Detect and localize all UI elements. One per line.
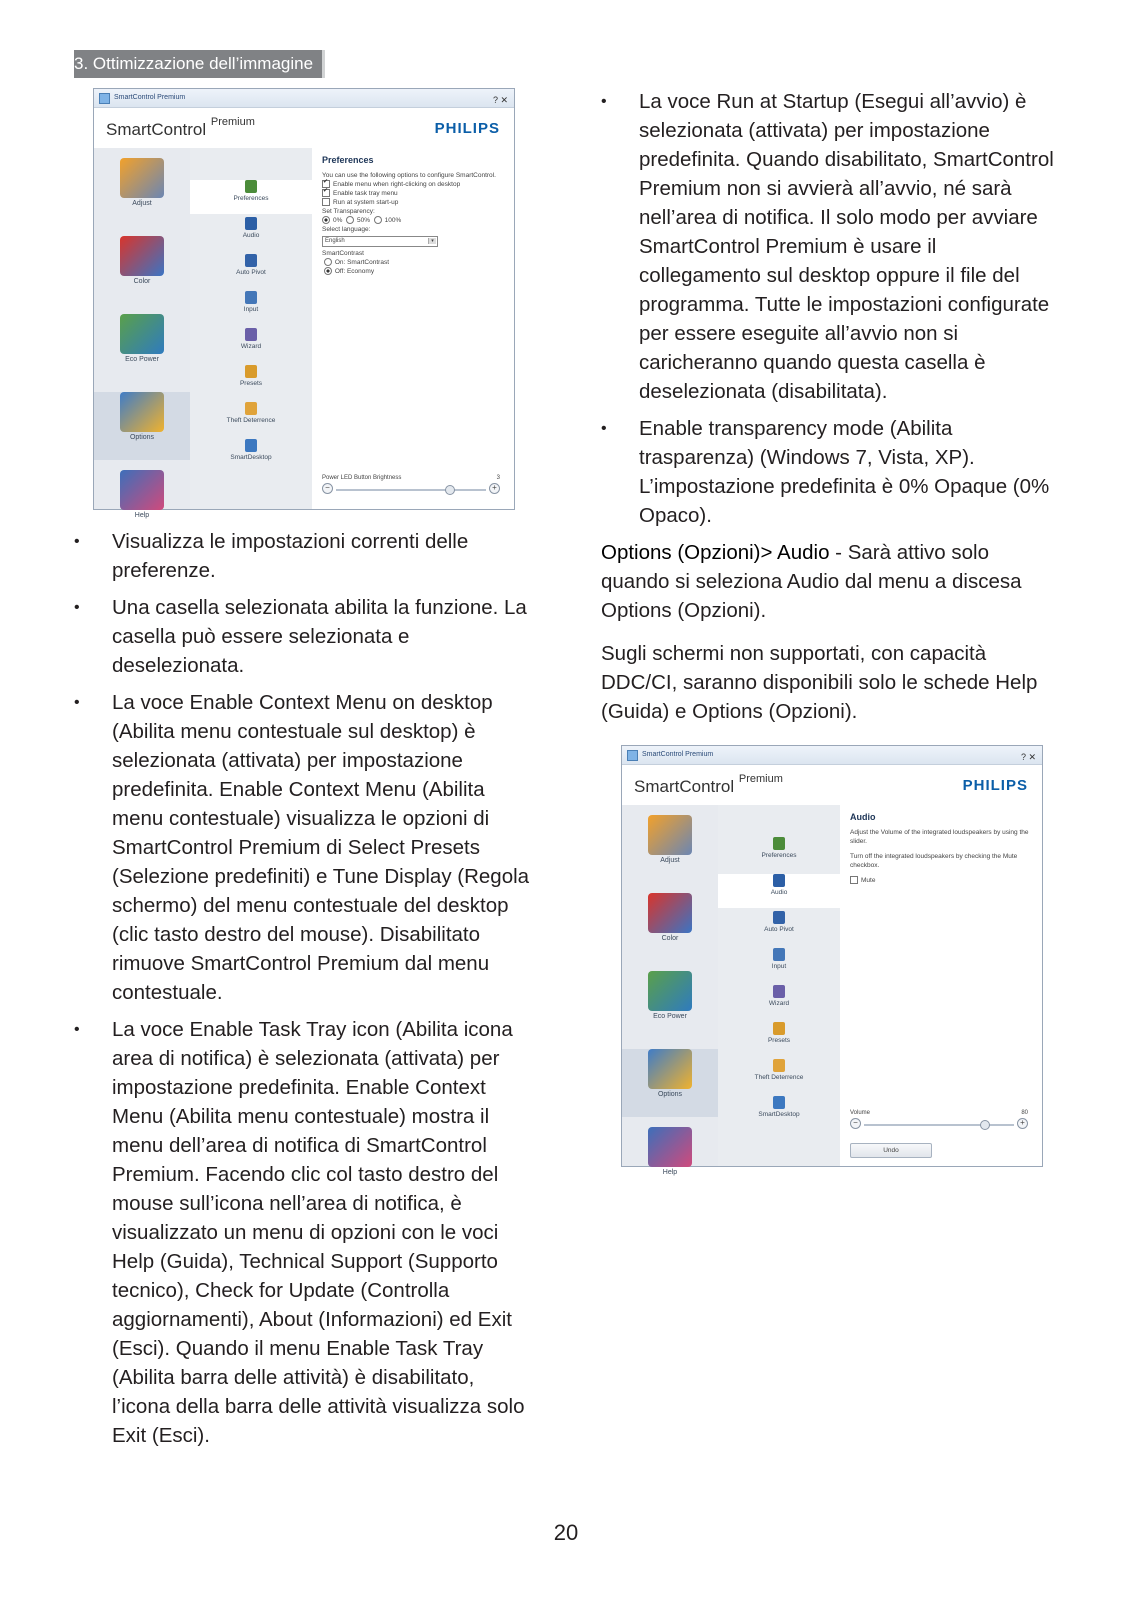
radio-label: 100% [384, 217, 402, 224]
nav-eco-power[interactable] [622, 971, 718, 1039]
left-bullet-list [74, 527, 534, 1450]
wizard-icon [773, 985, 785, 998]
nav-label: Adjust [660, 857, 680, 864]
smartcontrast-label: SmartContrast [322, 250, 364, 257]
radio-label: 50% [357, 217, 371, 224]
audio-icon [773, 874, 785, 887]
nav-label: Help [662, 1169, 678, 1176]
brand-main: SmartControl [634, 777, 735, 796]
screenshot-audio [621, 745, 1043, 1176]
subnav-label: Preferences [761, 852, 797, 859]
nav-options[interactable] [622, 1049, 718, 1117]
subnav-auto-pivot[interactable] [718, 911, 840, 945]
subnav-label: Presets [239, 380, 263, 387]
window-controls[interactable]: ? ✕ [1020, 752, 1036, 762]
subnav-smartdesktop[interactable] [718, 1096, 840, 1130]
right-column [601, 87, 1061, 740]
subnav-label: Presets [767, 1037, 791, 1044]
smartcontrast-on[interactable] [322, 258, 504, 267]
bullet-item: • Una casella selezionata abilita la funzione. La casella può essere selezionata e deselezionata. [74, 593, 534, 680]
option-label: Mute [861, 877, 876, 884]
subnav-label: Wizard [768, 1000, 790, 1007]
bullet-item: • La voce Enable Task Tray icon (Abilita icona area di notifica) è selezionata (attivata) per impostazione predefinita. Enable Context Menu (Abilita menu contestuale) mostra il menu dell’area di notifica di SmartControl Premium. Facendo clic col tasto destro del mouse sull’icona nell’area di notifica, è visualizzato un menu di opzioni con le voci Help (Guida), Technical Support (Supporto tecnico), Check for Update (Controlla aggiornamenti), About (Informazioni) ed Exit (Esci). Quando il menu Enable Task Tray (Abilita barra delle attività) è disabilitato, l’icona della barra delle attività visualizza solo Exit (Esci). [74, 1015, 534, 1450]
radio-on[interactable] [324, 258, 332, 266]
page-number: 20 [553, 1520, 579, 1545]
subnav-label: Auto Pivot [764, 926, 794, 933]
smartdesktop-icon [773, 1096, 785, 1109]
adjust-icon [120, 158, 164, 198]
audio-help-2: Turn off the integrated loudspeakers by checking the Mute checkbox. [850, 853, 1018, 869]
nav-eco-power[interactable] [94, 314, 190, 382]
brand-bar [94, 108, 514, 149]
slider-label: Power LED Button Brightness [322, 475, 402, 481]
subnav-wizard[interactable] [190, 328, 312, 362]
philips-logo: PHILIPS [962, 777, 1028, 794]
nav-label: Color [661, 935, 679, 942]
subnav-audio[interactable] [718, 874, 840, 908]
options-subnav [190, 148, 313, 509]
preferences-icon [773, 837, 785, 850]
input-icon [773, 948, 785, 961]
audio-heading: Options (Opzioni)> Audio [601, 541, 830, 564]
adjust-icon [648, 815, 692, 855]
mute-option[interactable] [850, 876, 1032, 885]
option-context-menu[interactable] [322, 180, 504, 189]
options-gear-icon [648, 1049, 692, 1089]
brand-sup: Premium [210, 116, 255, 128]
nav-label: Adjust [132, 200, 152, 207]
option-task-tray[interactable] [322, 189, 504, 198]
option-label: Run at system start-up [333, 199, 399, 206]
window-controls[interactable]: ? ✕ [492, 95, 508, 105]
nav-color[interactable] [94, 236, 190, 304]
lock-icon [245, 402, 257, 415]
subnav-preferences[interactable] [190, 180, 312, 214]
window-titlebar [622, 746, 1042, 765]
slider-label: Volume [850, 1110, 871, 1116]
bullet-item: • Enable transparency mode (Abilita trasparenza) (Windows 7, Vista, XP). L’impostazione predefinita è 0% Opaque (0% Opaco). [601, 414, 1061, 530]
subnav-label: Auto Pivot [236, 269, 266, 276]
plus-icon[interactable]: + [489, 483, 500, 494]
subnav-auto-pivot[interactable] [190, 254, 312, 288]
subnav-presets[interactable] [718, 1022, 840, 1056]
radio-label: 0% [333, 217, 343, 224]
screenshot-preferences [93, 88, 515, 519]
input-icon [245, 291, 257, 304]
presets-icon [245, 365, 257, 378]
audio-pane [840, 805, 1042, 1166]
philips-logo: PHILIPS [434, 120, 500, 137]
app-icon [627, 750, 638, 761]
smartdesktop-icon [245, 439, 257, 452]
subnav-label: Preferences [233, 195, 269, 202]
language-select[interactable] [322, 236, 438, 247]
radio-50[interactable] [346, 216, 354, 224]
left-nav [94, 148, 191, 519]
subnav-audio[interactable] [190, 217, 312, 251]
left-nav [622, 805, 719, 1176]
subnav-label: Theft Deterrence [226, 417, 276, 424]
brand-sup: Premium [738, 773, 783, 785]
auto-pivot-icon [773, 911, 785, 924]
slider-value: 3 [496, 475, 500, 481]
minus-icon[interactable]: − [322, 483, 333, 494]
right-bullet-list [601, 87, 1061, 530]
pane-title: Audio [850, 812, 876, 822]
ddc-paragraph: Sugli schermi non supportati, con capacità DDC/CI, saranno disponibili solo le schede Help (Guida) e Options (Opzioni). [601, 642, 1038, 723]
subnav-label: Theft Deterrence [754, 1074, 804, 1081]
subnav-label: Audio [770, 889, 788, 896]
dropdown-arrow-icon: ▾ [428, 238, 436, 244]
subnav-label: Input [243, 306, 259, 313]
wizard-icon [245, 328, 257, 341]
help-icon [648, 1127, 692, 1167]
subnav-label: Audio [242, 232, 260, 239]
checkbox-unchecked[interactable] [322, 198, 330, 206]
slider-thumb[interactable] [980, 1120, 990, 1130]
preferences-pane [312, 148, 514, 509]
nav-label: Options [657, 1091, 683, 1098]
nav-label: Help [134, 512, 150, 519]
window-title: SmartControl Premium [642, 751, 714, 758]
subnav-label: SmartDesktop [230, 454, 272, 461]
color-icon [120, 236, 164, 276]
subnav-theft-deterrence[interactable] [190, 402, 312, 436]
minus-icon[interactable]: − [850, 1118, 861, 1129]
subnav-smartdesktop[interactable] [190, 439, 312, 473]
nav-label: Eco Power [125, 356, 159, 363]
transparency-options [322, 216, 504, 225]
nav-adjust[interactable] [622, 815, 718, 883]
language-value: English [325, 238, 345, 244]
led-brightness-slider[interactable] [322, 474, 500, 491]
options-subnav [718, 805, 841, 1166]
audio-paragraph [601, 538, 1061, 625]
nav-label: Eco Power [653, 1013, 687, 1020]
radio-0[interactable] [322, 216, 330, 224]
subnav-label: Input [771, 963, 787, 970]
subnav-label: SmartDesktop [758, 1111, 800, 1118]
slider-track[interactable] [325, 483, 497, 492]
color-icon [648, 893, 692, 933]
nav-label: Color [133, 278, 151, 285]
smartcontrast-off[interactable] [322, 267, 504, 276]
nav-help[interactable] [622, 1127, 718, 1195]
nav-options[interactable] [94, 392, 190, 460]
subnav-input[interactable] [718, 948, 840, 982]
bullet-item: • La voce Enable Context Menu on desktop (Abilita menu contestuale sul desktop) è selezionata (attivata) per impostazione predefinita. Enable Context Menu (Abilita menu contestuale) visualizza le opzioni di SmartControl Premium di Select Presets (Selezione predefiniti) e Tune Display (Regola schermo) del menu contestuale del desktop (clic tasto destro del mouse). Disabilitato rimuove SmartControl Premium dal menu contestuale. [74, 688, 534, 1007]
option-label: Enable menu when right-clicking on desktop [333, 181, 461, 188]
checkbox-unchecked[interactable] [850, 876, 858, 884]
brand-name [634, 773, 783, 797]
preferences-icon [245, 180, 257, 193]
window-titlebar [94, 89, 514, 108]
eco-power-icon [120, 314, 164, 354]
volume-slider[interactable] [850, 1109, 1028, 1126]
slider-thumb[interactable] [445, 485, 455, 495]
section-title-tab [74, 50, 325, 78]
window-title: SmartControl Premium [114, 94, 186, 101]
options-gear-icon [120, 392, 164, 432]
slider-value: 80 [1021, 1110, 1028, 1116]
section-title: 3. Ottimizzazione dell’immagine [74, 54, 314, 73]
auto-pivot-icon [245, 254, 257, 267]
radio-100[interactable] [374, 216, 382, 224]
radio-label: Off: Economy [334, 268, 375, 275]
checkbox-checked[interactable] [322, 189, 330, 197]
subnav-input[interactable] [190, 291, 312, 325]
subnav-presets[interactable] [190, 365, 312, 399]
brand-name [106, 116, 255, 140]
brand-bar [622, 765, 1042, 806]
presets-icon [773, 1022, 785, 1035]
pane-intro: You can use the following options to configure SmartControl. [322, 172, 496, 179]
slider-track[interactable] [853, 1118, 1025, 1127]
help-icon [120, 470, 164, 510]
option-label: Enable task tray menu [333, 190, 398, 197]
audio-text: - Sarà attivo solo quando si seleziona Audio dal menu a discesa Options (Opzioni). [601, 541, 1022, 622]
radio-off[interactable] [324, 267, 332, 275]
undo-button[interactable]: Undo [850, 1143, 932, 1158]
lock-icon [773, 1059, 785, 1072]
audio-help-1: Adjust the Volume of the integrated loudspeakers by using the slider. [850, 829, 1029, 845]
app-icon [99, 93, 110, 104]
plus-icon[interactable]: + [1017, 1118, 1028, 1129]
bullet-item: • Visualizza le impostazioni correnti delle preferenze. [74, 527, 534, 585]
subnav-wizard[interactable] [718, 985, 840, 1019]
radio-label: On: SmartContrast [334, 259, 389, 266]
transparency-label: Set Transparency: [322, 208, 375, 215]
pane-title: Preferences [322, 155, 374, 165]
eco-power-icon [648, 971, 692, 1011]
audio-icon [245, 217, 257, 230]
language-label: Select language: [322, 226, 371, 233]
brand-main: SmartControl [106, 120, 207, 139]
option-startup[interactable] [322, 198, 504, 207]
bullet-item: • La voce Run at Startup (Esegui all’avvio) è selezionata (attivata) per impostazione predefinita. Quando disabilitato, SmartControl Premium non si avvierà all’avvio, né sarà nell’area di notifica. Il solo modo per avviare SmartControl Premium è usare il collegamento sul desktop oppure il file del programma. Tutte le impostazioni configurate per essere eseguite all’avvio non si caricheranno quando questa casella è deselezionata (disabilitata). [601, 87, 1061, 406]
nav-color[interactable] [622, 893, 718, 961]
subnav-preferences[interactable] [718, 837, 840, 871]
subnav-label: Wizard [240, 343, 262, 350]
subnav-theft-deterrence[interactable] [718, 1059, 840, 1093]
nav-label: Options [129, 434, 155, 441]
nav-adjust[interactable] [94, 158, 190, 226]
left-column [74, 527, 534, 1458]
